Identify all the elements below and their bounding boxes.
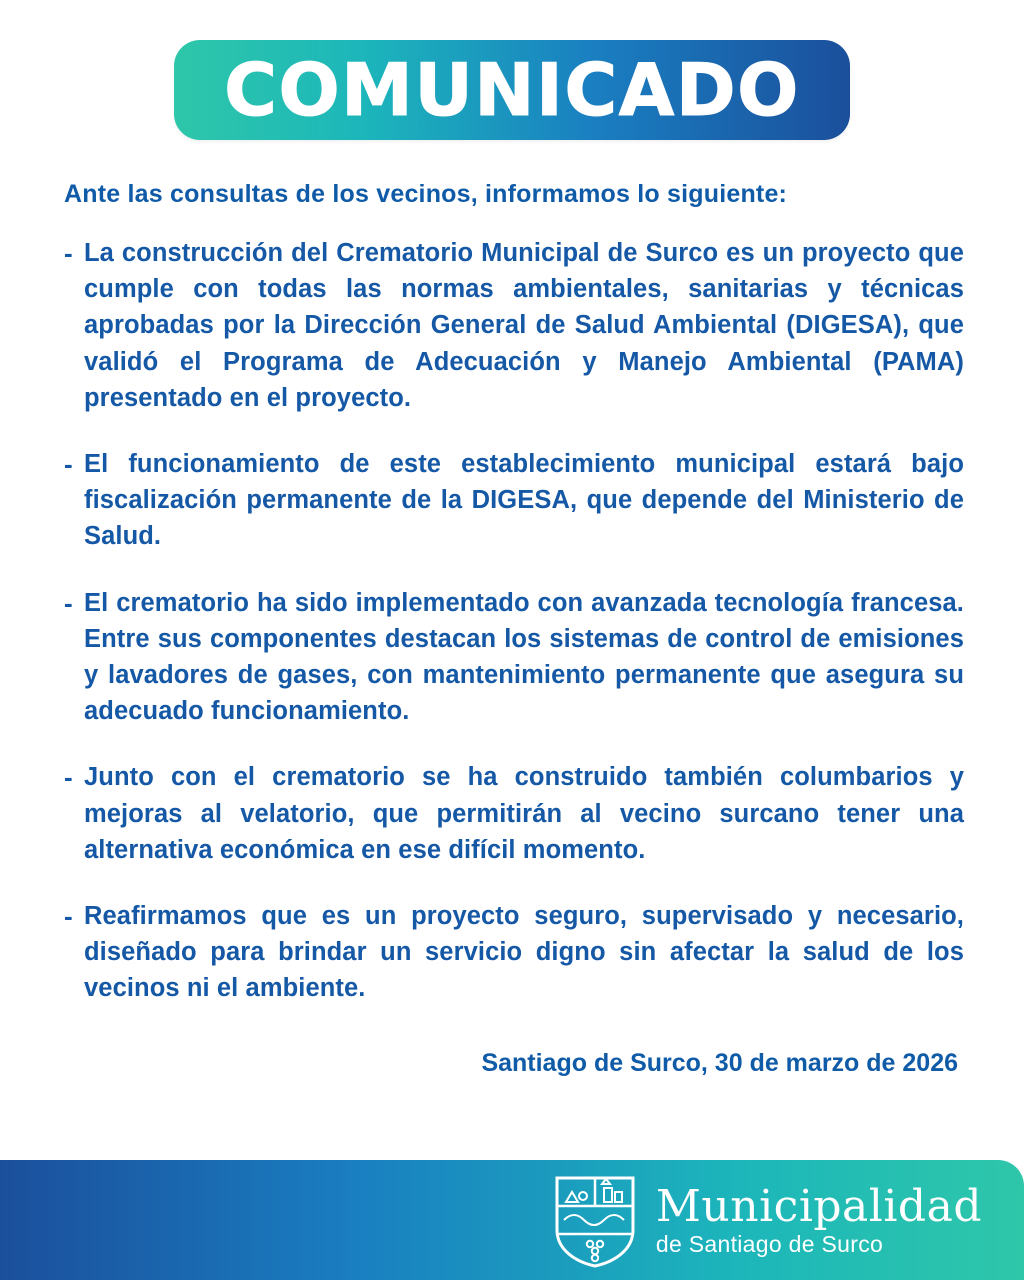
bullet-dash-icon: -	[64, 762, 73, 793]
bullet-dash-icon: -	[64, 449, 73, 480]
signature-line: Santiago de Surco, 30 de marzo de 2026	[481, 1048, 958, 1077]
intro-text: Ante las consultas de los vecinos, informamos lo siguiente:	[64, 180, 788, 208]
coat-of-arms-icon	[552, 1172, 638, 1268]
brand-name: Municipalidad	[655, 1180, 982, 1232]
list-item	[64, 446, 964, 555]
list-item	[64, 235, 964, 416]
footer-brand-group	[552, 1172, 982, 1268]
brand-text	[655, 1180, 982, 1257]
header-banner	[174, 40, 850, 140]
bullet-dash-icon: -	[64, 901, 73, 932]
brand-subtitle: de Santiago de Surco	[655, 1230, 884, 1257]
list-item	[64, 898, 964, 1007]
list-item	[64, 585, 964, 730]
list-item-text: Junto con el crematorio se ha construido también columbarios y mejoras al velatorio, que permitirán al vecino surcano tener una alternativa económica en ese difícil momento.	[84, 763, 964, 864]
list-item-text: El funcionamiento de este establecimiento municipal estará bajo fiscalización permanente de la DIGESA, que depende del Ministerio de Salud.	[84, 450, 964, 551]
list-item-text: El crematorio ha sido implementado con avanzada tecnología francesa. Entre sus componentes destacan los sistemas de control de emisiones y lavadores de gases, con mantenimiento permanente que asegura su adecuado funcionamiento.	[84, 588, 964, 726]
list-item	[64, 759, 964, 868]
list-item-text: Reafirmamos que es un proyecto seguro, supervisado y necesario, diseñado para brindar un servicio digno sin afectar la salud de los vecinos ni el ambiente.	[84, 902, 964, 1003]
footer-bar	[0, 1160, 1024, 1280]
bullet-dash-icon: -	[64, 238, 73, 268]
page-title: COMUNICADO	[224, 48, 800, 132]
announcement-body	[64, 180, 964, 1078]
list-item-text: La construcción del Crematorio Municipal de Surco es un proyecto que cumple con todas las normas ambientales, sanitarias y técnicas aprobadas por la Dirección General de Salud Ambiental (DIGESA), que validó el Programa de Adecuación y Manejo Ambiental (PAMA) presentado en el proyecto.	[84, 239, 964, 412]
header-banner-wrap	[0, 40, 1024, 140]
bullet-dash-icon: -	[64, 587, 73, 618]
